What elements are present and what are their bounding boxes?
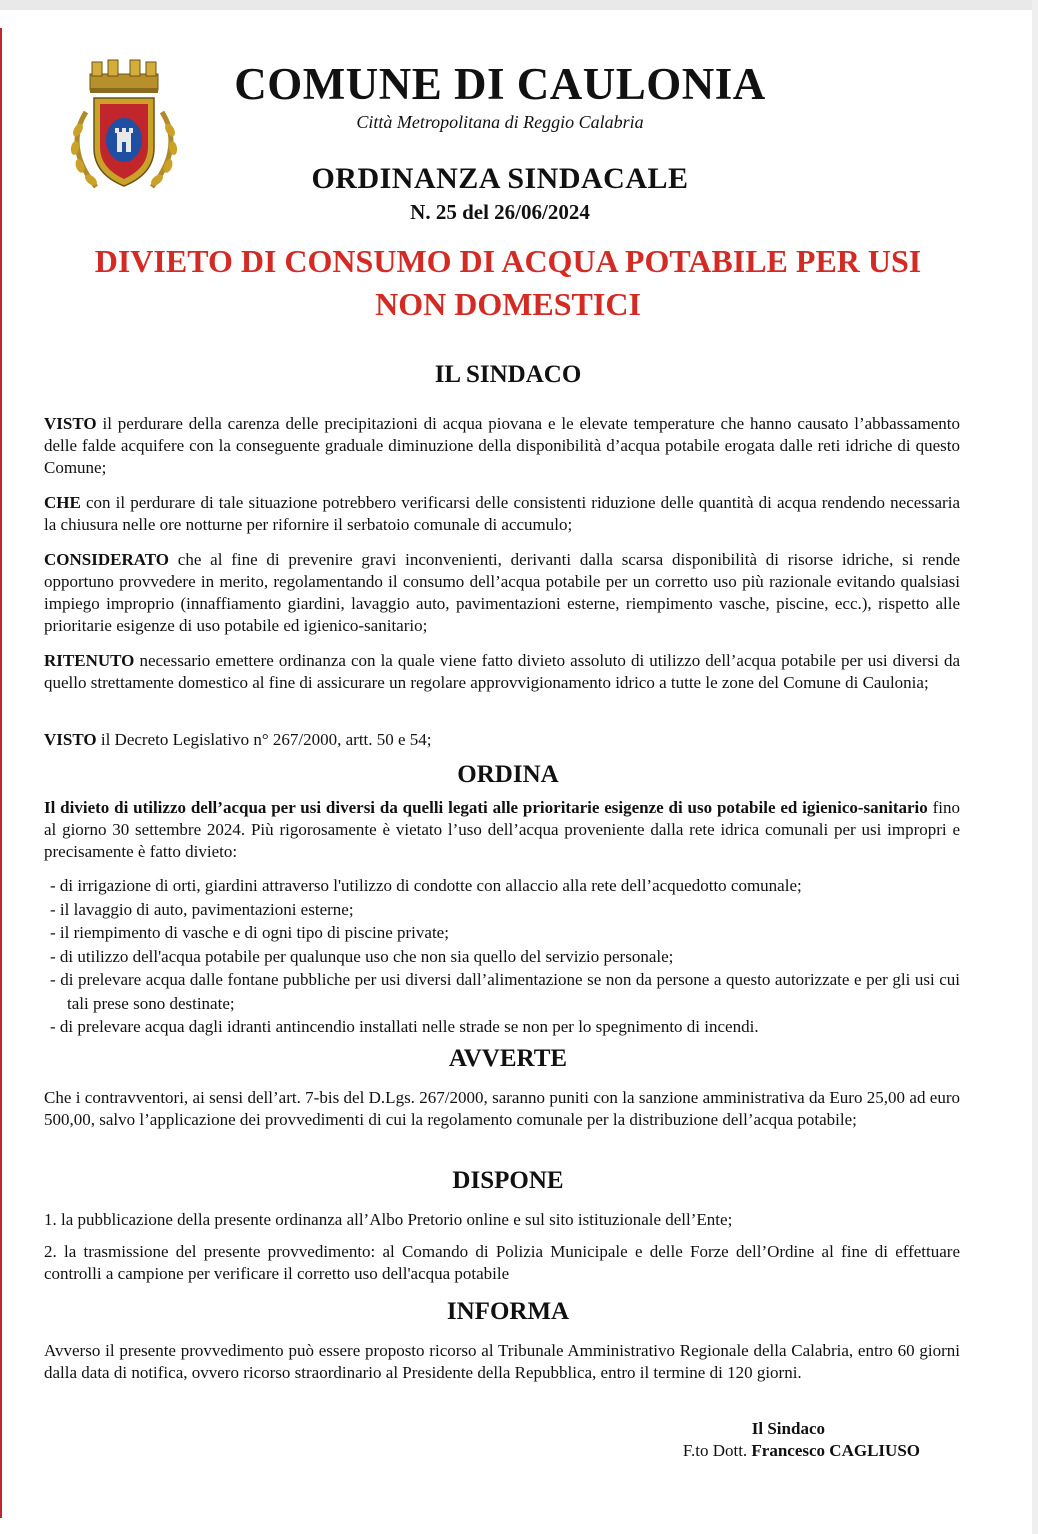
keyword: CHE	[44, 493, 81, 512]
paragraph-text: fino al giorno 30 settembre 2024. Più rigorosamente è vietato l’uso dell’acqua proveniente dalla rete idrica comunali per usi impropri e precisamente è fatto divieto:	[44, 798, 960, 861]
main-title	[40, 240, 976, 326]
paragraph-informa: Avverso il presente provvedimento può essere proposto ricorso al Tribunale Amministrativo Regionale della Calabria, entro 60 giorni dalla data di notifica, ovvero ricorso straordinario al Presidente della Repubblica, entro il termine di 120 giorni.	[44, 1341, 960, 1382]
paragraph-visto-1	[44, 413, 960, 479]
paragraph-text: che al fine di prevenire gravi inconvenienti, derivanti dalla scarsa disponibilità di risorse idriche, si rende opportuno provvedere in merito, regolamentando il consumo dell’acqua potabile per un corretto uso più razionale evitando qualsiasi impiego improprio (innaffiamento giardini, lavaggio auto, pavimentazioni esterne, riempimento vasche, piscine, ecc.), rispetto alle prioritarie esigenze di uso potabile ed igienico-sanitario;	[44, 550, 960, 635]
paragraph-dispone-2: 2. la trasmissione del presente provvedimento: al Comando di Polizia Municipale e delle Forze dell’Ordine al fine di effettuare controlli a campione per verificare il corretto uso dell'acqua potabile	[44, 1242, 960, 1283]
keyword: VISTO	[44, 730, 97, 749]
signature-name: Francesco CAGLIUSO	[751, 1441, 920, 1460]
paragraph-ordina-intro	[44, 797, 960, 863]
page-title: COMUNE DI CAULONIA	[234, 59, 766, 109]
list-item: - il lavaggio di auto, pavimentazioni esterne;	[50, 899, 354, 919]
coat-of-arms-icon	[56, 52, 192, 198]
section-heading-avverte: AVVERTE	[448, 1045, 568, 1072]
section-heading-dispone: DISPONE	[452, 1167, 564, 1194]
paragraph-text: con il perdurare di tale situazione potrebbero verificarsi delle consistenti riduzione delle quantità di acqua rendendo necessaria la chiusura nelle ore notturne per rifornire il serbatoio comunale di accumulo;	[44, 493, 960, 534]
paragraph-avverte: Che i contravventori, ai sensi dell’art. 7-bis del D.Lgs. 267/2000, saranno puniti con la sanzione amministrativa da Euro 25,00 ad euro 500,00, salvo l’applicazione dei provvedimenti di cui la regolamento comunale per la distribuzione dell’acqua potabile;	[44, 1088, 960, 1129]
signature-block	[600, 1418, 920, 1462]
ordinance-heading: ORDINANZA SINDACALE	[311, 162, 689, 195]
paragraph-ritenuto	[44, 650, 960, 694]
main-title-line1: DIVIETO DI CONSUMO DI ACQUA POTABILE PER USI	[94, 243, 922, 279]
section-heading-informa: INFORMA	[446, 1298, 570, 1325]
list-item: - di irrigazione di orti, giardini attraverso l'utilizzo di condotte con allaccio alla rete dell’acquedotto comunale;	[50, 876, 802, 895]
paragraph-dispone-1: 1. la pubblicazione della presente ordinanza all’Albo Pretorio online e sul sito istituzionale dell’Ente;	[44, 1210, 733, 1229]
keyword: RITENUTO	[44, 651, 135, 670]
signature-prefix: F.to Dott.	[682, 1441, 752, 1460]
main-title-line2: NON DOMESTICI	[375, 286, 641, 322]
paragraph-considerato	[44, 549, 960, 637]
signature-role: Il Sindaco	[751, 1419, 825, 1438]
paragraph-visto-2	[44, 729, 960, 751]
signature-line	[600, 1440, 920, 1462]
list-item: - il riempimento di vasche e di ogni tipo di piscine private;	[50, 923, 449, 942]
ordinance-number: N. 25 del 26/06/2024	[410, 200, 590, 224]
paragraph-text: il perdurare della carenza delle precipitazioni di acqua piovana e le elevate temperature che hanno causato l’abbassamento delle falde acquifere con la conseguente graduale diminuzione della disponibilità d’acqua potabile erogata dalle reti idriche di questo Comune;	[44, 414, 960, 477]
paragraph-text: necessario emettere ordinanza con la quale viene fatto divieto assoluto di utilizzo dell’acqua potabile per usi diversi da quello strettamente domestico al fine di assicurare un regolare approvvigionamento idrico a tutte le zone del Comune di Caulonia;	[44, 651, 960, 692]
list-item: - di prelevare acqua dagli idranti antincendio installati nelle strade se non per lo spegnimento di incendi.	[50, 1017, 759, 1036]
intro-bold-text: Il divieto di utilizzo dell’acqua per usi diversi da quelli legati alle prioritarie esigenze di uso potabile ed igienico-sanitario	[44, 798, 928, 817]
page-subtitle: Città Metropolitana di Reggio Calabria	[356, 112, 644, 132]
section-heading-ordina: ORDINA	[457, 761, 559, 788]
paragraph-che	[44, 492, 960, 536]
section-heading-sindaco: IL SINDACO	[434, 361, 582, 388]
keyword: VISTO	[44, 414, 97, 433]
list-item: - di prelevare acqua dalle fontane pubbliche per usi diversi dall’alimentazione se non da persone a questo autorizzate e per gli usi cui tali prese sono destinate;	[50, 970, 960, 1013]
paragraph-text: il Decreto Legislativo n° 267/2000, artt. 50 e 54;	[96, 730, 432, 749]
list-item: - di utilizzo dell'acqua potabile per qualunque uso che non sia quello del servizio personale;	[50, 946, 674, 966]
prohibition-list	[50, 874, 960, 1039]
keyword: CONSIDERATO	[44, 550, 170, 569]
